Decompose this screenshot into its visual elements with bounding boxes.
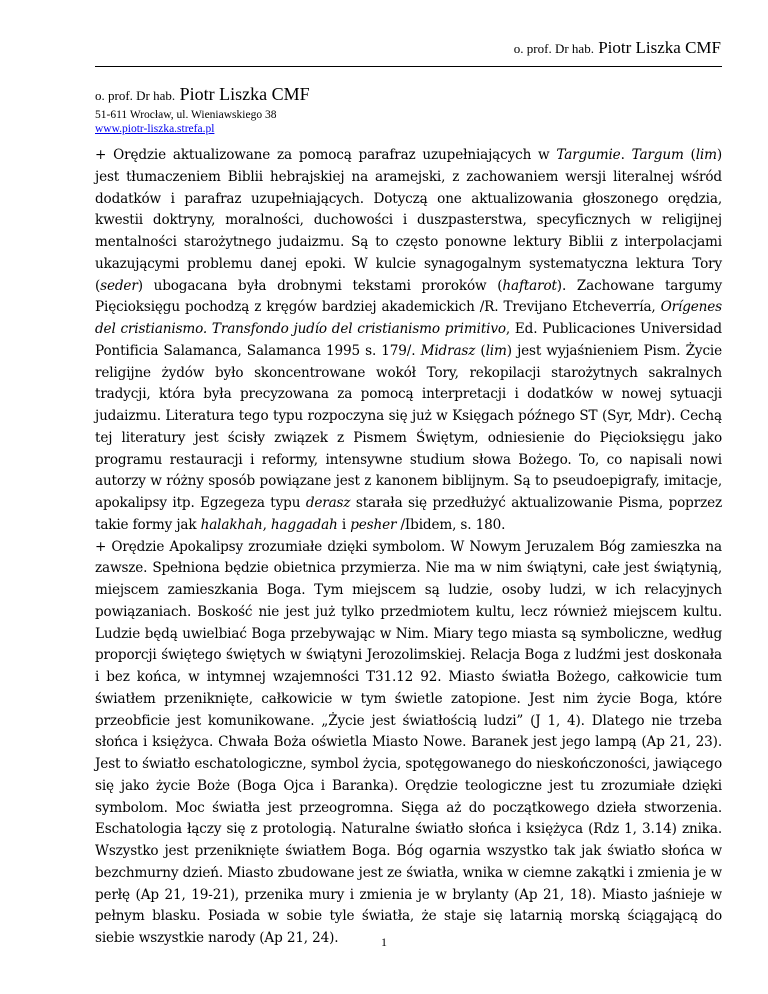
italic-text: haggadah bbox=[270, 516, 338, 533]
paragraph bbox=[95, 145, 722, 537]
italic-text: Targumie bbox=[556, 147, 621, 163]
website-link[interactable]: www.piotr-liszka.strefa.pl bbox=[95, 123, 215, 135]
italic-text: pesher bbox=[350, 516, 397, 533]
author-name: Piotr Liszka CMF bbox=[179, 84, 310, 104]
author-block bbox=[95, 84, 310, 136]
paragraph bbox=[95, 537, 722, 950]
text-run: ) jest wyjaśnieniem Pism. Życie religijne żydów było skoncentrowane wokół Tory, rekopilacji starożytnych sakralnych tradycji, która była precyzowana za pomocą interpretacji i dodatków w nowej sytuacji judaizmu. Literatura tego typu rozpoczyna się już w Księgach późnego ST (Syr, Mdr). Cechą tej literatury jest ścisły związek z Pismem Świętym, odniesienie do Pięcioksięgu jako programu restauracji i reformy, intensywne studium słowa Bożego. To, co napisali nowi autorzy w różny sposób powiązane jest z kanonem biblijnym. Są to pseudoepigrafy, imitacje, apokalipsy itp. Egzegeza typu bbox=[95, 342, 722, 511]
header-title-prefix: o. prof. Dr hab. bbox=[513, 41, 594, 56]
text-run: /Ibidem, s. 180. bbox=[396, 516, 506, 533]
italic-text: Targum bbox=[631, 147, 684, 163]
header-divider bbox=[95, 66, 722, 67]
italic-text: lim bbox=[485, 342, 507, 359]
page-number: 1 bbox=[381, 935, 387, 949]
text-run: i bbox=[337, 516, 351, 533]
header-author-name: Piotr Liszka CMF bbox=[598, 38, 721, 57]
italic-text: lim bbox=[695, 147, 717, 163]
text-run: + Orędzie Apokalipsy zrozumiałe dzięki symbolom. W Nowym Jeruzalem Bóg zamieszka na zawsze. Spełniona będzie obietnica przymierza. Nie ma w nim świątyni, całe jest świątynią, miejscem zamieszkania Boga. Tym miejscem są ludzie, osoby ludzi, w ich relacyjnych powiązaniach. Boskość nie jest już tylko przedmiotem kultu, lecz również miejscem kultu. Ludzie będą uwielbiać Boga przebywając w Nim. Miary tego miasta są symboliczne, według proporcji świętego świętych w świątyni Jerozolimskiej. Relacja Boga z ludźmi jest doskonała i bez końca, w intymnej wzajemności T31.12 92. Miasto światła Bożego, całkowicie tum światłem przeniknięte, całkowicie w tym świetle zatopione. Jest nim życie Boga, które przeobficie jest komunikowane. „Życie jest światłością ludzi” (J 1, 4). Dlatego nie trzeba słońca i księżyca. Chwała Boża oświetla Miasto Nowe. Baranek jest jego lampą (Ap 21, 23). Jest to światło eschatologiczne, symbol życia, spotęgowanego do nieskończoności, jawiącego się jako życie Boże (Boga Ojca i Baranka). Orędzie teologiczne jest tu zrozumiałe dzięki symbolom. Moc światła jest przeogromna. Sięga aż do początkowego dzieła stworzenia. Eschatologia łączy się z protologią. Naturalne światło słońca i księżyca (Rdz 1, 3.14) znika. Wszystko jest przeniknięte światłem Boga. Bóg ogarnia wszystko tak jak światło słońca w bezchmurny dzień. Miasto zbudowane jest ze światła, wnika w ciemne zakątki i zmienia je w perłę (Ap 21, 19-21), przenika mury i zmienia je w brylanty (Ap 21, 18). Miasto jaśnieje w pełnym blasku. Posiada w sobie tyle światła, że staje się latarnią morską ściągającą do siebie wszystkie narody (Ap 21, 24). bbox=[95, 538, 722, 946]
text-run: . bbox=[620, 147, 632, 163]
body-text bbox=[95, 145, 722, 950]
text-run: ). Zachowane targumy Pięcioksięgu pochodzą z kręgów bardziej akademickich /R. Trevijano Etcheverría, bbox=[95, 277, 722, 316]
italic-text: halakhah bbox=[200, 516, 263, 533]
text-run: ( bbox=[475, 342, 486, 359]
italic-text: Midrasz bbox=[420, 342, 476, 359]
italic-text: haftarot bbox=[502, 277, 557, 294]
text-run: , Ed. Publicaciones Universidad Pontificia Salamanca, Salamanca 1995 s. 179/. bbox=[95, 321, 722, 359]
text-run: starała się przedłużyć aktualizowanie Pisma, poprzez takie formy jak bbox=[95, 495, 723, 533]
text-run: + Orędzie aktualizowane za pomocą parafraz uzupełniających w bbox=[95, 147, 557, 163]
text-run: ) ubogacana była drobnymi tekstami proroków ( bbox=[137, 277, 503, 294]
author-line bbox=[95, 84, 310, 106]
author-prefix: o. prof. Dr hab. bbox=[95, 88, 176, 103]
text-run: ( bbox=[683, 147, 696, 163]
text-run: ) jest tłumaczeniem Biblii hebrajskiej na aramejski, z zachowaniem wersji literalnej wśród dodatków i parafraz uzupełniających. Dotyczą one aktualizowania głoszonego orędzia, kwestii doktryny, moralności, duchowości i duszpasterstwa, specyficznych w religijnej mentalności starożytnego judaizmu. Są to często ponowne lektury Biblii z interpolacjami ukazującymi problemu danej epoki. W kulcie synagogalnym systematyczna lektura Tory ( bbox=[95, 147, 723, 294]
author-address: 51-611 Wrocław, ul. Wieniawskiego 38 bbox=[95, 109, 277, 121]
text-run: , bbox=[262, 516, 271, 533]
italic-text: seder bbox=[100, 277, 138, 294]
running-header bbox=[514, 38, 721, 59]
italic-text: derasz bbox=[305, 495, 351, 511]
italic-text: Orígenes del cristianismo. Transfondo judío del cristianismo primitivo bbox=[95, 299, 722, 337]
